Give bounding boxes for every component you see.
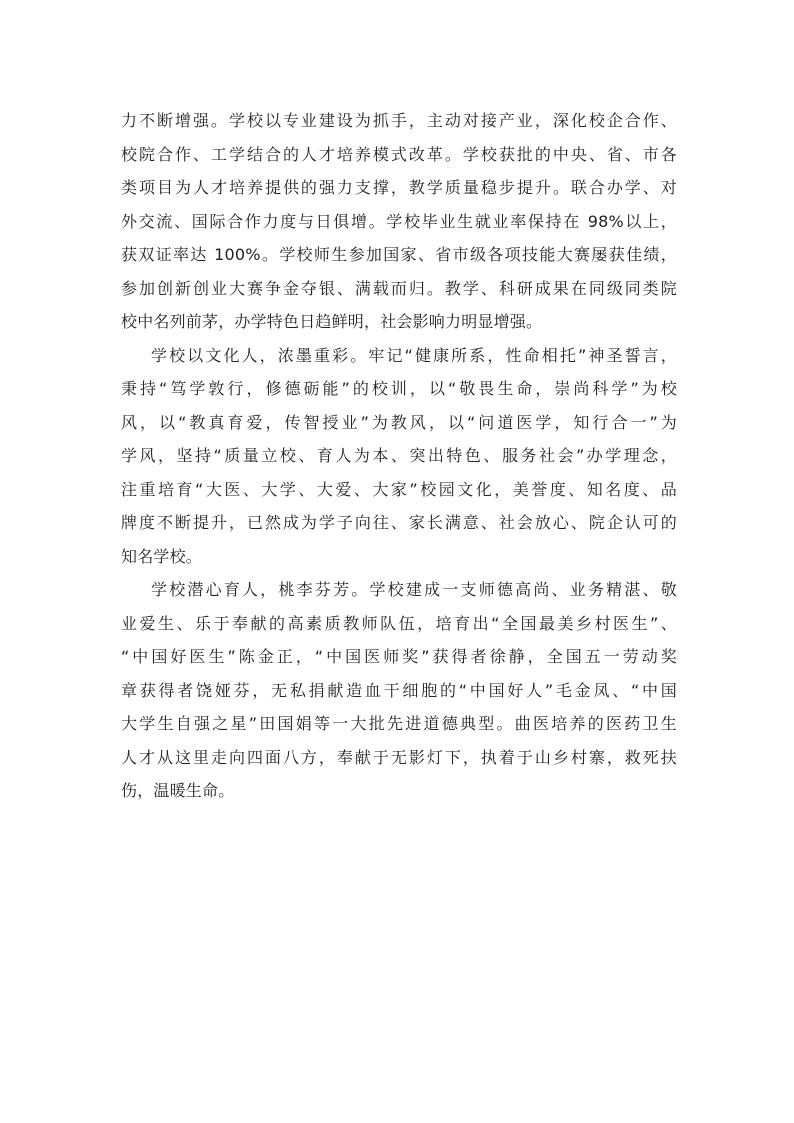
paragraph-2 xyxy=(121,339,677,574)
paragraph-line: 外交流、国际合作力度与日俱增。学校毕业生就业率保持在 98%以上， xyxy=(121,211,677,231)
paragraph-line: 注重培育“大医、大学、大爱、大家”校园文化，美誉度、知名度、品 xyxy=(121,479,677,499)
paragraph-line: “中国好医生”陈金正，“中国医师奖”获得者徐静，全国五一劳动奖 xyxy=(121,647,677,666)
paragraph-line: 伤，温暖生命。 xyxy=(121,781,235,800)
paragraph-line: 获双证率达 100%。学校师生参加国家、省市级各项技能大赛屡获佳绩， xyxy=(121,245,677,264)
paragraph-line: 学校潜心育人，桃李芬芳。学校建成一支师德高尚、业务精湛、敬 xyxy=(151,580,677,599)
paragraph-line: 参加创新创业大赛争金夺银、满载而归。教学、科研成果在同级同类院 xyxy=(121,278,677,298)
paragraph-line: 知名学校。 xyxy=(121,546,203,566)
paragraph-line: 学风，坚持“质量立校、育人为本、突出特色、服务社会”办学理念， xyxy=(121,446,677,465)
paragraph-line: 力不断增强。学校以专业建设为抓手，主动对接产业，深化校企合作、 xyxy=(121,111,677,130)
paragraph-line: 牌度不断提升，已然成为学子向往、家长满意、社会放心、院企认可的 xyxy=(121,513,677,532)
paragraph-line: 学校以文化人，浓墨重彩。牢记“健康所系，性命相托”神圣誓言， xyxy=(151,345,677,365)
paragraph-line: 大学生自强之星”田国娟等一大批先进道德典型。曲医培养的医药卫生 xyxy=(121,714,677,733)
paragraph-line: 校院合作、工学结合的人才培养模式改革。学校获批的中央、省、市各 xyxy=(121,144,677,164)
paragraph-3 xyxy=(121,573,677,808)
document-body xyxy=(121,104,677,808)
paragraph-line: 类项目为人才培养提供的强力支撑，教学质量稳步提升。联合办学、对 xyxy=(121,178,677,197)
paragraph-line: 业爱生、乐于奉献的高素质教师队伍，培育出“全国最美乡村医生”、 xyxy=(121,613,677,633)
paragraph-line: 章获得者饶娅芬，无私捐献造血干细胞的“中国好人”毛金凤、“中国 xyxy=(121,680,677,700)
paragraph-line: 校中名列前茅，办学特色日趋鲜明，社会影响力明显增强。 xyxy=(121,312,543,331)
paragraph-line: 人才从这里走向四面八方，奉献于无影灯下，执着于山乡村寨，救死扶 xyxy=(121,747,677,767)
paragraph-line: 秉持“笃学敦行，修德砺能”的校训，以“敬畏生命，崇尚科学”为校 xyxy=(121,379,677,398)
paragraph-line: 风，以“教真育爱，传智授业”为教风，以“问道医学，知行合一”为 xyxy=(121,412,677,432)
paragraph-1 xyxy=(121,104,677,339)
